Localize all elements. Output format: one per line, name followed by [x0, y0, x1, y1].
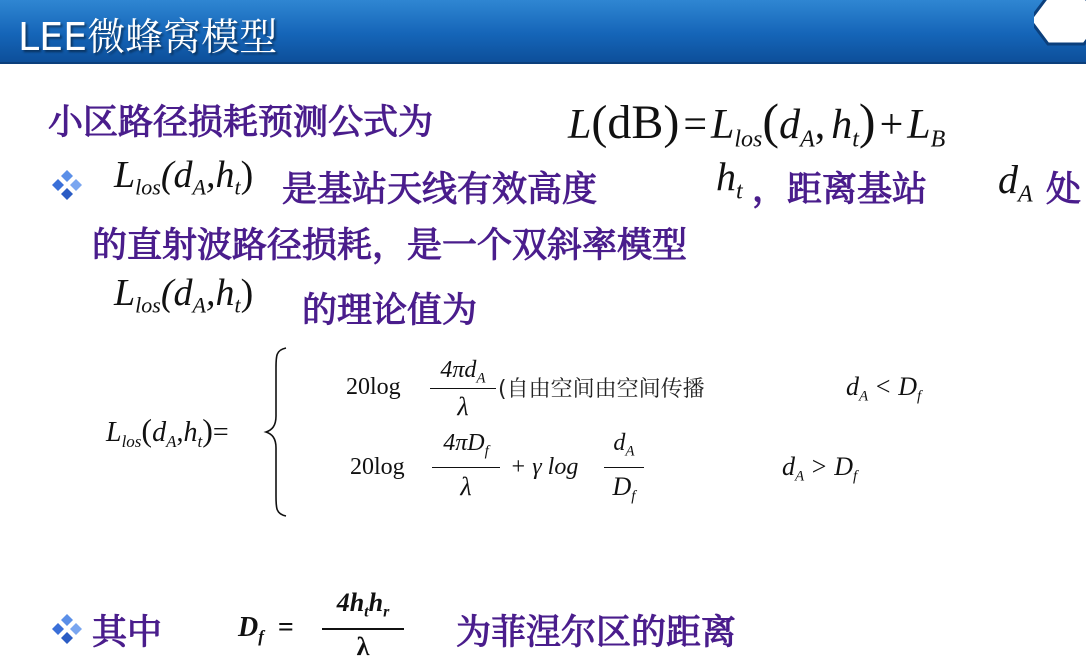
symbol-L-los: L [711, 102, 735, 148]
llos-symbol-2 [114, 270, 253, 319]
dA-symbol [998, 156, 1033, 208]
symbol-L: L [568, 102, 592, 148]
log-20: 20log [346, 374, 401, 400]
subscript-f: f [258, 626, 264, 646]
greater-than-D: > D [810, 452, 853, 481]
case2-denominator [430, 472, 502, 502]
case2-prefix [350, 452, 405, 481]
less-than-D: < D [874, 372, 917, 401]
case2-frac2-den [602, 472, 646, 505]
diamond-bullet-icon [50, 612, 84, 646]
symbol-L: L [114, 272, 136, 314]
case2-frac2-num [602, 428, 646, 460]
subscript-A: A [476, 370, 486, 387]
symbol-D: D [612, 472, 632, 501]
subscript-f: f [853, 468, 858, 485]
bullet1-distance-text: ，距离基站 [752, 170, 928, 210]
case1-prefix [346, 372, 401, 401]
symbol-lambda: λ [356, 632, 370, 661]
symbol-L-B: L [907, 102, 931, 148]
symbol-plus: + [879, 102, 904, 148]
subscript-t: t [197, 431, 203, 451]
subscript-t: t [736, 178, 743, 205]
symbol-d: d [152, 417, 167, 448]
paren-open: ( [762, 93, 780, 149]
case1-numerator [428, 355, 498, 387]
bullet1-desc: 是基站天线有效高度 [282, 170, 598, 210]
llos-symbol-1 [114, 152, 253, 201]
bullet1-text-2 [752, 162, 927, 212]
bullet2-text-1 [92, 605, 162, 655]
bullet1-text-1 [282, 162, 597, 212]
symbol-equals: = [683, 102, 708, 148]
subscript-t: t [234, 174, 241, 200]
subscript-f: f [484, 443, 489, 460]
symbol-dB: (dB) [591, 96, 680, 149]
symbol-d: d [779, 102, 801, 148]
subscript-f: f [631, 488, 636, 505]
bullet1-at-text: 处 [1046, 170, 1082, 210]
Df-symbol [238, 610, 294, 647]
symbol-h: h [368, 588, 384, 617]
where-text: 其中 [92, 613, 163, 653]
case1-note [498, 372, 705, 403]
case2-plus-gamma [510, 452, 578, 481]
subscript-los: los [135, 292, 161, 318]
symbol-equals: = [212, 417, 229, 448]
case2-fraction-bar [432, 467, 500, 468]
symbol-d: (d [160, 154, 193, 196]
case1-condition [846, 372, 921, 405]
bullet1-line-2 [92, 218, 687, 268]
paren-close: ) [240, 154, 254, 196]
symbol-L: L [114, 154, 136, 196]
diamond-bullet-icon [50, 168, 84, 202]
symbol-d: (d [160, 272, 193, 314]
case2-condition [782, 452, 857, 485]
case2-numerator [430, 428, 502, 460]
ht-symbol [716, 153, 743, 205]
bullet1-continuation: 的直射波路径损耗，是一个双斜率模型 [92, 226, 688, 266]
formula-intro-text: 小区路径损耗预测公式为 [48, 103, 434, 143]
theoretical-value-text: 的理论值为 [302, 291, 478, 331]
subscript-A: A [800, 126, 815, 153]
line3-text [302, 283, 477, 333]
Df-fraction-bar [322, 628, 404, 630]
symbol-L: L [106, 417, 122, 448]
paren-open: ( [141, 412, 153, 448]
Df-numerator [320, 588, 406, 622]
symbol-d: d [613, 430, 626, 456]
symbol-d: d [998, 157, 1018, 202]
case1-denominator [428, 392, 498, 422]
symbol-comma: , [176, 417, 184, 448]
symbol-lambda: λ [460, 472, 472, 501]
free-space-note: (自由空间由空间传播 [498, 377, 705, 402]
log-20: 20log [350, 454, 405, 480]
case1-fraction-bar [430, 388, 496, 389]
symbol-4pi-D: 4πD [443, 430, 485, 456]
paren-close: ) [858, 93, 876, 149]
subscript-A: A [192, 292, 206, 318]
Df-denominator [320, 632, 406, 662]
symbol-d: d [782, 452, 795, 481]
bullet1-text-3 [1046, 162, 1081, 212]
hexagon-decoration-icon [1034, 0, 1086, 46]
symbol-h: ,h [205, 154, 235, 196]
plus-gamma-log: + γ log [510, 454, 579, 480]
subscript-B: B [930, 126, 946, 153]
symbol-equals: = [277, 612, 294, 643]
subscript-A: A [1018, 181, 1033, 208]
symbol-comma: , [814, 102, 826, 148]
paren-close: ) [240, 272, 254, 314]
subscript-A: A [625, 443, 635, 460]
piecewise-lhs [106, 412, 229, 452]
subscript-los: los [121, 431, 142, 451]
bullet2-text-2 [456, 605, 736, 655]
symbol-D: D [238, 612, 259, 643]
symbol-4h: 4h [336, 588, 365, 617]
subscript-A: A [192, 174, 206, 200]
formula-line-1 [48, 95, 433, 145]
subscript-t: t [852, 126, 859, 153]
left-brace-icon [262, 346, 292, 518]
subscript-A: A [795, 468, 805, 485]
subscript-A: A [859, 388, 869, 405]
subscript-los: los [734, 126, 763, 153]
paren-close: ) [202, 412, 213, 448]
subscript-t: t [234, 292, 241, 318]
subscript-f: f [917, 388, 922, 405]
slide-title: LEE微蜂窝模型 [18, 15, 278, 59]
symbol-h: ,h [205, 272, 235, 314]
case2-frac2-bar [604, 467, 644, 468]
subscript-A: A [166, 431, 177, 451]
total-loss-formula [568, 92, 945, 153]
symbol-lambda: λ [457, 392, 469, 421]
subscript-t: t [364, 603, 369, 621]
subscript-los: los [135, 174, 161, 200]
title-bar [0, 0, 1086, 64]
symbol-h: h [183, 417, 198, 448]
subscript-r: r [383, 603, 390, 621]
fresnel-distance-text: 为菲涅尔区的距离 [456, 613, 737, 653]
symbol-h: h [716, 154, 736, 199]
symbol-h: h [831, 102, 853, 148]
symbol-4pi-d: 4πd [440, 357, 477, 383]
symbol-d: d [846, 372, 859, 401]
